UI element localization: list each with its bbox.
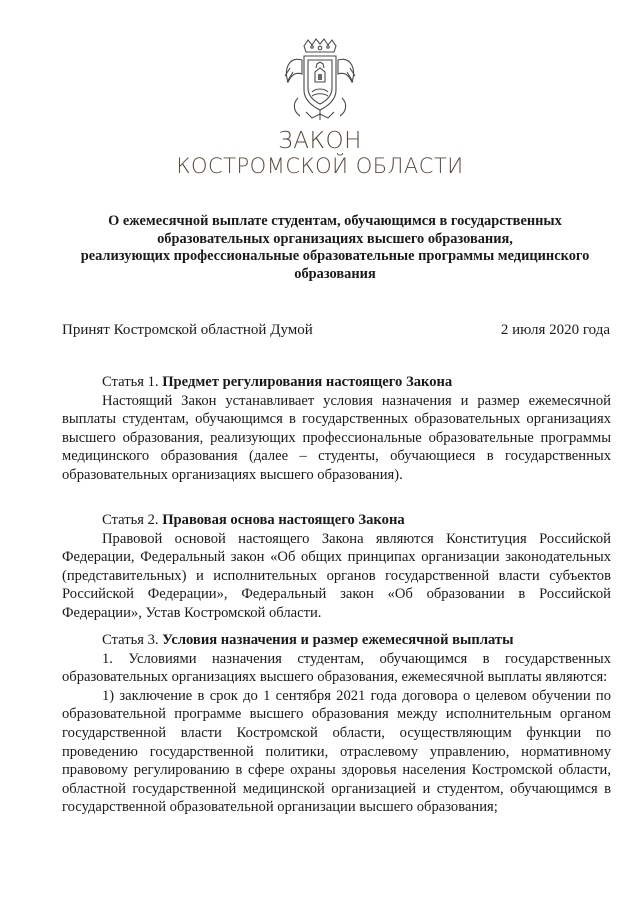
article-paragraph: Настоящий Закон устанавливает условия назначения и размер ежемесячной выплаты студентам, обучающимся в государственных образовательных организациях высшего образования, реализующих профессиональные образовательные программы медицинского образования (далее – студенты, обучающиеся в государственных образовательных организациях высшего образования). xyxy=(62,392,611,483)
article-heading xyxy=(62,631,611,650)
article-title: Правовая основа настоящего Закона xyxy=(162,512,405,528)
adopted-by: Принят Костромской областной Думой xyxy=(62,322,313,338)
document-title xyxy=(60,213,610,283)
title-line: образования xyxy=(294,265,376,282)
article-title: Предмет регулирования настоящего Закона xyxy=(162,374,453,390)
region-heading: КОСТРОМСКОЙ ОБЛАСТИ xyxy=(176,154,464,178)
law-heading: ЗАКОН xyxy=(278,128,362,154)
title-line: О ежемесячной выплате студентам, обучающимся в государственных xyxy=(108,213,562,229)
article-3 xyxy=(62,631,611,817)
article-2 xyxy=(62,511,611,623)
article-heading xyxy=(62,511,611,530)
article-1 xyxy=(62,373,611,485)
article-paragraph: Правовой основой настоящего Закона являются Конституция Российской Федерации, Федеральный закон «Об общих принципах организации законодательных (представительных) и исполнительных органов государственной власти субъектов Российской Федерации», Федеральный закон «Об образовании в Российской Федерации», Устав Костромской области. xyxy=(62,530,611,621)
coat-of-arms-emblem xyxy=(282,38,358,122)
article-heading xyxy=(62,373,611,392)
title-line: реализующих профессиональные образовательные программы медицинского xyxy=(80,248,590,264)
title-line: образовательных организациях высшего образования, xyxy=(157,230,513,247)
article-label: Статья 3. xyxy=(102,632,159,648)
article-paragraph: 1) заключение в срок до 1 сентября 2021 года договора о целевом обучении по образовательной программе высшего образования между исполнительным органом государственной власти Костромской области, осуществляющим функции по проведению государственной политики, отраслевому управлению, нормативному правовому регулированию в сфере охраны здоровья населения Костромской области, областной государственной медицинской организацией и студентом, обучающимся в государственной образовательной организации высшего образования; xyxy=(62,687,611,816)
article-label: Статья 2. xyxy=(102,512,159,528)
article-label: Статья 1. xyxy=(102,374,159,390)
article-paragraph: 1. Условиями назначения студентам, обучающимся в государственных образовательных организациях высшего образования, ежемесячной выплаты являются: xyxy=(62,650,611,686)
adoption-date: 2 июля 2020 года xyxy=(500,322,610,338)
article-title: Условия назначения и размер ежемесячной выплаты xyxy=(162,632,514,648)
